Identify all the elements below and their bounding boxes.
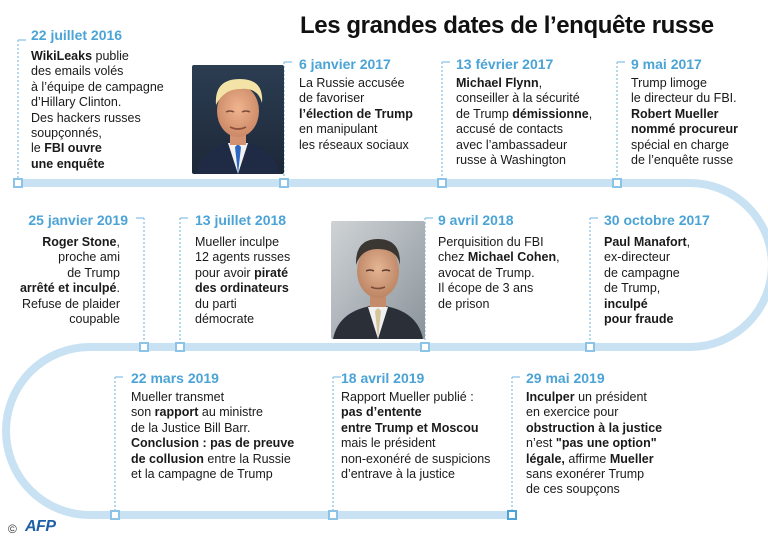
event-text-segment: inculpé — [604, 296, 648, 311]
event-text-line — [131, 421, 294, 436]
event-text-segment: entre Trump et Moscou — [341, 420, 479, 435]
event-30-octobre-2017 — [604, 212, 710, 327]
event-date: 9 mai 2017 — [631, 56, 702, 72]
event-text-segment: de Trump — [67, 265, 120, 280]
timeline-marker — [420, 342, 430, 352]
event-6-janvier-2017 — [299, 56, 413, 153]
event-text-segment: Mueller inculpe — [195, 235, 280, 249]
event-text-line — [20, 281, 120, 296]
event-text-segment: sans exonérer Trump — [526, 467, 645, 482]
event-text-line — [299, 122, 413, 137]
event-text-segment: Mueller — [609, 451, 654, 466]
timeline-marker — [110, 510, 120, 520]
event-text-line — [631, 138, 738, 153]
event-date: 18 avril 2019 — [341, 370, 425, 386]
event-text-line — [438, 297, 560, 312]
event-text-line — [341, 405, 490, 420]
event-text-segment: de ces soupçons — [526, 482, 620, 497]
event-text-segment: un président — [574, 390, 647, 404]
event-text-segment: chez — [438, 250, 468, 265]
event-text-line — [438, 250, 560, 265]
event-text-line — [456, 153, 592, 168]
event-text-segment: avec l’ambassadeur — [456, 137, 568, 152]
event-text-line — [438, 266, 560, 281]
event-text — [526, 390, 662, 498]
event-text-segment: d’entrave à la justice — [341, 467, 455, 482]
event-text-line — [526, 405, 662, 420]
event-date: 6 janvier 2017 — [299, 56, 391, 72]
event-text-segment: piraté — [254, 265, 289, 280]
event-text — [131, 390, 294, 482]
event-date: 30 octobre 2017 — [604, 212, 710, 228]
event-text-line — [604, 250, 710, 265]
event-text-segment: son — [131, 405, 155, 420]
event-text-segment: de Trump — [456, 106, 513, 121]
event-text-line — [31, 111, 164, 126]
event-text-line — [31, 157, 164, 172]
event-text-segment: Rapport Mueller publié : — [341, 390, 474, 404]
event-text — [299, 76, 413, 153]
event-29-mai-2019 — [526, 370, 662, 498]
event-text-segment: le — [31, 141, 45, 156]
event-text — [31, 49, 164, 172]
event-text-segment: Perquisition du FBI — [438, 235, 544, 249]
event-text-segment: Inculper — [526, 390, 575, 404]
event-text-segment: légale, — [526, 451, 565, 466]
event-text-line — [195, 297, 290, 312]
event-text-segment: démocrate — [195, 312, 255, 327]
event-25-janvier-2019 — [20, 212, 128, 327]
event-date: 13 février 2017 — [456, 56, 554, 72]
event-text-segment: à l’équipe de campagne — [31, 79, 164, 94]
event-22-juillet-2016 — [31, 27, 164, 172]
event-text — [438, 235, 560, 312]
event-text-segment: entre la Russie — [203, 451, 291, 466]
event-text-segment: La Russie accusée — [299, 76, 405, 90]
event-text-segment: affirme — [564, 451, 610, 466]
event-text-line — [526, 467, 662, 482]
event-text-line — [195, 312, 290, 327]
event-text-segment: arrêté et inculpé — [19, 281, 117, 296]
event-text-line — [604, 266, 710, 281]
event-text-line — [526, 436, 662, 451]
event-text — [341, 390, 490, 482]
timeline-marker — [328, 510, 338, 520]
page-title: Les grandes dates de l’enquête russe — [300, 12, 714, 39]
event-text-segment: russe à Washington — [456, 153, 567, 168]
event-date: 9 avril 2018 — [438, 212, 514, 228]
event-text-segment: FBI ouvre — [44, 141, 102, 156]
cohen-portrait-icon — [331, 221, 425, 339]
event-text-segment: avocat de Trump. — [438, 265, 535, 280]
event-text-line — [195, 266, 290, 281]
event-text-segment: le directeur du FBI. — [631, 91, 737, 106]
event-text-segment: de prison — [438, 296, 490, 311]
event-text-line — [438, 281, 560, 296]
event-text-line — [526, 421, 662, 436]
event-18-avril-2019 — [341, 370, 490, 482]
event-text-segment: 12 agents russes — [195, 250, 291, 265]
event-text-line — [631, 76, 738, 91]
event-text-segment: les réseaux sociaux — [299, 137, 409, 152]
event-text-line — [20, 250, 120, 265]
event-text-segment: démissionne — [512, 106, 589, 121]
timeline-marker-final — [507, 510, 517, 520]
event-text-line — [299, 107, 413, 122]
event-text-segment: WikiLeaks — [31, 49, 93, 63]
event-text-line — [195, 235, 290, 250]
copyright-symbol: © — [8, 522, 17, 536]
timeline-marker — [175, 342, 185, 352]
event-text-segment: Michael Cohen — [467, 250, 557, 265]
event-date: 29 mai 2019 — [526, 370, 605, 386]
event-text-line — [341, 467, 490, 482]
event-text-line — [456, 138, 592, 153]
event-text-segment: , — [556, 250, 560, 265]
cohen-photo — [331, 221, 425, 339]
event-text-line — [341, 452, 490, 467]
event-text-segment: mais le président — [341, 436, 436, 451]
timeline-marker — [612, 178, 622, 188]
event-text-line — [456, 91, 592, 106]
event-date: 22 juillet 2016 — [31, 27, 123, 43]
event-text-segment: et la campagne de Trump — [131, 467, 273, 482]
event-text-segment: non-exonéré de suspicions — [341, 451, 491, 466]
event-text-line — [526, 482, 662, 497]
event-text-line — [631, 91, 738, 106]
event-text-segment: d’Hillary Clinton. — [31, 95, 122, 110]
event-text-segment: proche ami — [58, 250, 120, 265]
event-22-mars-2019 — [131, 370, 294, 482]
event-text-line — [20, 312, 120, 327]
event-text-line — [20, 235, 120, 250]
event-text-segment: accusé de contacts — [456, 122, 564, 137]
event-text-segment: , — [588, 106, 593, 121]
event-text — [604, 235, 710, 327]
event-text-line — [341, 421, 490, 436]
event-text-line — [341, 390, 490, 405]
timeline-marker — [13, 178, 23, 188]
event-text-segment: , — [538, 76, 543, 90]
event-text-line — [456, 76, 592, 91]
event-text-segment: , — [686, 235, 691, 249]
event-text-segment: de Trump, — [604, 281, 661, 296]
event-text-segment: de l’enquête russe — [631, 153, 734, 168]
event-text-segment: Michael Flynn — [456, 76, 539, 90]
event-text — [631, 76, 738, 168]
event-text-line — [604, 312, 710, 327]
event-text-line — [20, 297, 120, 312]
timeline-marker — [585, 342, 595, 352]
event-text-segment: Refuse de plaider — [22, 296, 120, 311]
event-date: 13 juillet 2018 — [195, 212, 287, 228]
event-text-segment: Robert Mueller — [631, 106, 719, 121]
event-13-fevrier-2017 — [456, 56, 592, 168]
event-text-line — [526, 390, 662, 405]
event-text-segment: des ordinateurs — [195, 281, 289, 296]
event-text-segment: . — [116, 281, 120, 296]
event-text-segment: ex-directeur — [604, 250, 670, 265]
afp-logo: AFP — [25, 518, 56, 535]
event-text-line — [131, 467, 294, 482]
event-13-juillet-2018 — [195, 212, 290, 327]
event-text — [20, 235, 120, 327]
timeline-marker — [279, 178, 289, 188]
event-text-segment: coupable — [69, 312, 120, 327]
event-text — [195, 235, 290, 327]
event-text-line — [438, 235, 560, 250]
event-text-segment: , — [116, 235, 120, 249]
event-text-line — [31, 49, 164, 64]
event-text-segment: Trump limoge — [631, 76, 707, 90]
event-text-segment: une enquête — [31, 156, 105, 171]
event-text-segment: du parti — [195, 296, 237, 311]
event-text-line — [31, 95, 164, 110]
event-text-segment: pour avoir — [195, 265, 255, 280]
event-date: 25 janvier 2019 — [28, 212, 128, 228]
event-text-segment: soupçonnés, — [31, 126, 102, 141]
event-text-segment: de la Justice Bill Barr. — [131, 420, 251, 435]
event-text-segment: Il écope de 3 ans — [438, 281, 534, 296]
event-9-avril-2018 — [438, 212, 560, 312]
event-text-segment: publie — [92, 49, 129, 63]
event-text-line — [31, 80, 164, 95]
event-text-line — [131, 405, 294, 420]
trump-portrait-icon — [192, 65, 284, 174]
event-text-segment: au ministre — [198, 405, 263, 420]
event-text-line — [631, 122, 738, 137]
event-text-segment: Mueller transmet — [131, 390, 225, 404]
event-text-segment: de favoriser — [299, 91, 365, 106]
event-text-line — [456, 122, 592, 137]
event-text-segment: de campagne — [604, 265, 680, 280]
event-text-line — [31, 126, 164, 141]
timeline-marker — [437, 178, 447, 188]
timeline-marker — [139, 342, 149, 352]
event-text-segment: Des hackers russes — [31, 110, 141, 125]
event-text-segment: "pas une option" — [555, 436, 657, 451]
event-text-segment: spécial en charge — [631, 137, 729, 152]
event-text-line — [299, 138, 413, 153]
event-text-segment: pour fraude — [604, 312, 674, 327]
event-text-line — [131, 452, 294, 467]
event-text-segment: obstruction à la justice — [526, 420, 663, 435]
event-text-segment: rapport — [154, 405, 199, 420]
event-text-line — [631, 153, 738, 168]
event-text-line — [456, 107, 592, 122]
event-text-line — [604, 297, 710, 312]
event-date: 22 mars 2019 — [131, 370, 219, 386]
event-text-segment: en manipulant — [299, 122, 378, 137]
event-text-segment: Paul Manafort — [604, 235, 687, 249]
event-text-segment: Roger Stone — [42, 235, 117, 249]
event-text-line — [341, 436, 490, 451]
event-text-line — [31, 141, 164, 156]
event-text-line — [299, 91, 413, 106]
event-text-line — [131, 436, 294, 451]
event-text-segment: de collusion — [131, 451, 204, 466]
event-text-line — [604, 281, 710, 296]
event-text-line — [631, 107, 738, 122]
event-text-segment: n’est — [526, 436, 556, 451]
event-9-mai-2017 — [631, 56, 738, 168]
event-text — [456, 76, 592, 168]
trump-photo — [192, 65, 284, 174]
event-text-line — [299, 76, 413, 91]
event-text-line — [131, 390, 294, 405]
event-text-line — [526, 452, 662, 467]
event-text-segment: des emails volés — [31, 64, 124, 79]
event-text-segment: pas d’entente — [341, 405, 422, 420]
event-text-segment: nommé procureur — [631, 122, 738, 137]
event-text-segment: Conclusion : pas de preuve — [131, 436, 295, 451]
event-text-line — [604, 235, 710, 250]
event-text-line — [20, 266, 120, 281]
event-text-line — [195, 250, 290, 265]
event-text-segment: en exercice pour — [526, 405, 619, 420]
event-text-line — [195, 281, 290, 296]
event-text-segment: conseiller à la sécurité — [456, 91, 580, 106]
event-text-segment: l’élection de Trump — [299, 106, 413, 121]
event-text-line — [31, 64, 164, 79]
